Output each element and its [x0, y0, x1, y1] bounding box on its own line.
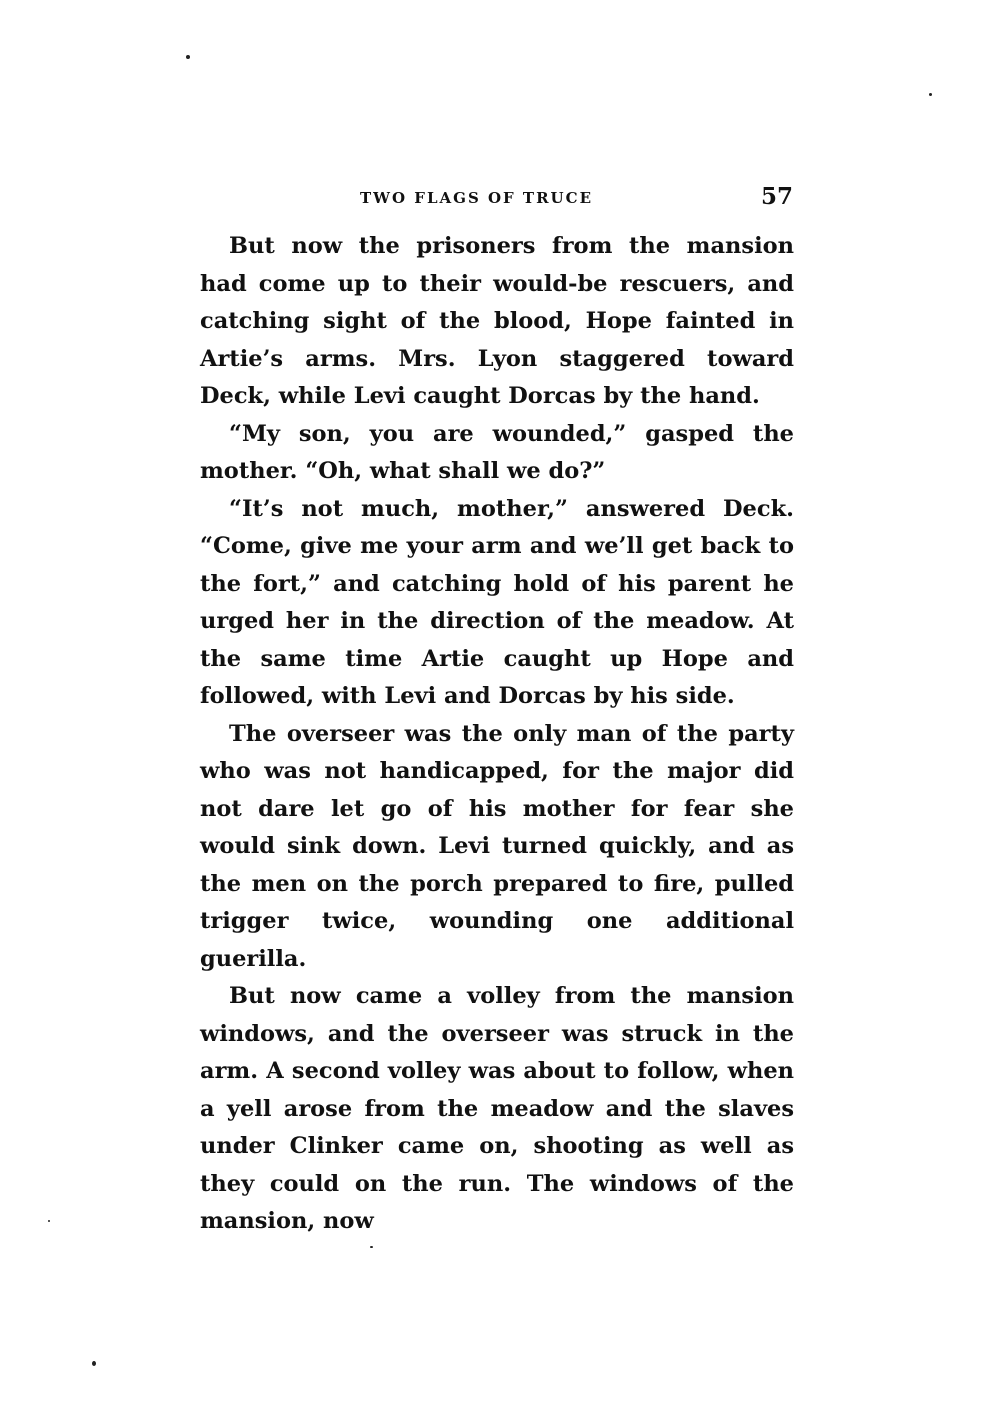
paragraph: The overseer was the only man of the party who was not handicapped, for the major did not dare let go of his mother for fear she would sink down. Levi turned quickly, and as the men on the porch prepared to fire, pulled trigger twice, wounding one additional guerilla. [200, 720, 794, 972]
scan-speck [370, 1246, 373, 1248]
page-number: 57 [760, 183, 793, 210]
paragraph: But now came a volley from the mansion windows, and the overseer was struck in the arm. A second volley was about to follow, when a yell arose from the meadow and the slaves under Clinker came on, shooting as well as they could on the run. The windows of the mansion, now [200, 983, 794, 1234]
paragraph: “My son, you are wounded,” gasped the mother. “Oh, what shall we do?” [200, 420, 794, 484]
running-head: TWO FLAGS OF TRUCE [360, 189, 594, 207]
scan-speck [92, 1361, 96, 1366]
scan-speck [48, 1220, 50, 1222]
paragraph: But now the prisoners from the mansion had come up to their would-be rescuers, and catching sight of the blood, Hope fainted in Artie’s arms. Mrs. Lyon staggered toward Deck, while Levi caught Dorcas by the hand. [200, 233, 794, 409]
page-header [200, 183, 795, 217]
scan-speck [929, 93, 932, 96]
paragraph: “It’s not much, mother,” answered Deck. “Come, give me your arm and we’ll get back to the fort,” and catching hold of his parent he urged her in the direction of the meadow. At the same time Artie caught up Hope and followed, with Levi and Dorcas by his side. [200, 495, 794, 709]
body-text [200, 228, 794, 1241]
scan-speck [186, 55, 190, 59]
